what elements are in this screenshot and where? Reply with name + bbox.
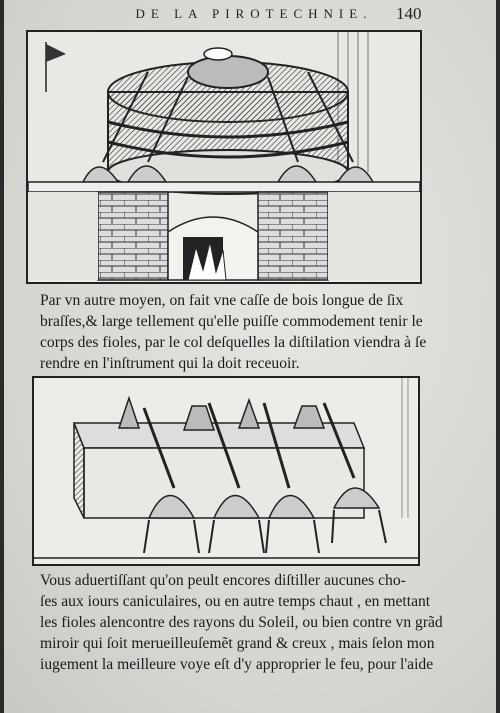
running-head: DE LA PIROTECHNIE.: [135, 6, 373, 21]
paragraph-line: ſes aux iours caniculaires, ou en autre temps chaut , en mettant: [40, 593, 431, 610]
paragraph-line: iugement la meilleure voye eſt d'y approprier le feu, pour l'aide: [40, 656, 434, 673]
paragraph-line: Par vn autre moyen, on fait vne caſſe de bois longue de ſix: [40, 292, 404, 309]
paragraph-solar-distillation: [40, 570, 464, 675]
paragraph-line: les fioles alencontre des rayons du Soleil, ou bien contre vn grãd: [40, 614, 443, 631]
long-case-engraving: [34, 378, 418, 564]
paragraph-line: braſſes,& large tellement qu'elle puiſſe commodement tenir le: [40, 313, 423, 330]
paragraph-line: Vous aduertiſſant qu'on peult encores diſtiller aucunes cho-: [40, 572, 406, 589]
woodcut-long-case-illustration: [32, 376, 420, 566]
paragraph-distillation-case: [40, 290, 464, 374]
woodcut-furnace-illustration: [26, 30, 422, 284]
paragraph-line: miroir qui ſoit merueilleuſemẽt grand & creux , mais ſelon mon: [40, 635, 435, 652]
page-number: 140: [396, 4, 422, 23]
book-page: [4, 0, 496, 713]
furnace-engraving: [28, 32, 420, 282]
paragraph-line: rendre en l'inſtrument qui la doit receuoir.: [40, 355, 300, 372]
paragraph-line: corps des fioles, par le col deſquelles la diſtilation viendra à ſe: [40, 334, 427, 351]
